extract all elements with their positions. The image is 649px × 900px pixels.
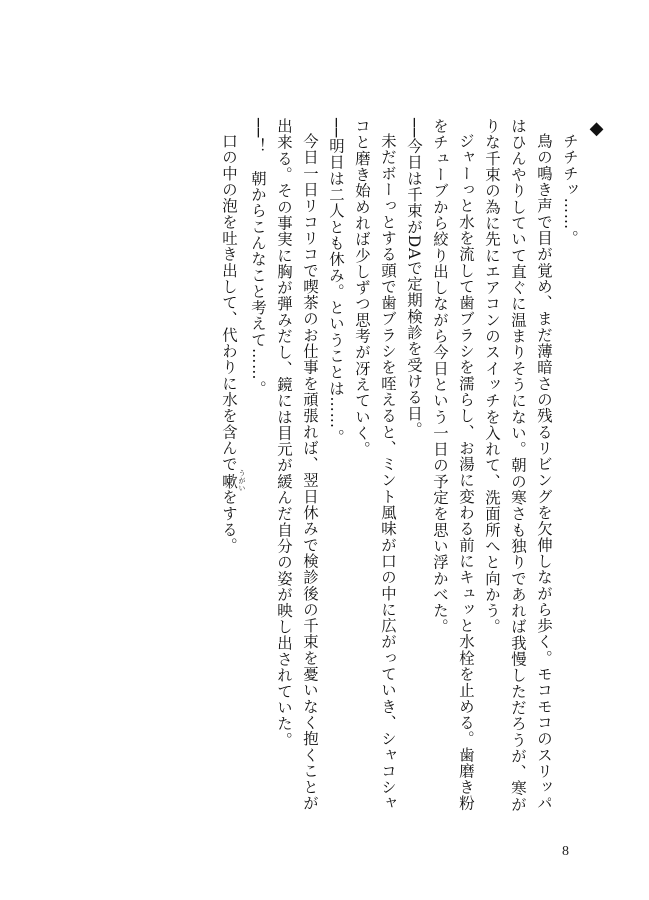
- text-line: をチューブから絞り出しながら今日という一日の予定を思い浮かべた。: [431, 118, 449, 635]
- text-segment: をする。: [220, 489, 238, 555]
- text-line-last: [216, 118, 245, 848]
- text-segment: 口の中の泡を吐き出して、代わりに水を含んで: [220, 133, 238, 473]
- text-line: 未だボーっとする頭で歯ブラシを咥えると、ミント風味が口の中に広がっていき、シャコシャ: [379, 133, 397, 812]
- text-line: ──！ 朝からこんなこと考えて……。: [249, 118, 267, 397]
- text-line: ──今日は千束がDAで定期検診を受ける日。: [405, 118, 423, 438]
- text-line: コと磨き始めれば少しずつ思考が冴えていく。: [353, 118, 371, 458]
- text-line: ──明日は二人とも休み。ということは……。: [327, 118, 345, 445]
- ruby-word: [220, 469, 245, 493]
- text-line: ジャーっと水を流して歯ブラシを濡らし、お湯に変わる前にキュッと水栓を止める。歯磨き粉: [457, 133, 475, 812]
- text-line: 今日一日リコリコで喫茶のお仕事を頑張れば、翌日休みで検診後の千束を憂いなく抱くことが: [301, 133, 319, 812]
- text-line: はひんやりしていて直ぐに温まりそうにない。朝の寒さも独りであれば我慢しただろうが、寒が: [509, 118, 527, 813]
- text-line: 鳥の鳴き声で目が覚め、まだ薄暗さの残るリビングを欠伸しながら歩く。モコモコのスリッパ: [535, 133, 553, 812]
- page-number: 8: [562, 844, 569, 859]
- text-line: チチチッ……。: [561, 133, 579, 247]
- body-text: [216, 118, 609, 848]
- text-line: 出来る。その事実に胸が弾みだし、鏡には目元が緩んだ自分の姿が映し出されていた。: [275, 118, 293, 748]
- text-line: りな千束の為に先にエアコンのスイッチを入れて、洗面所へと向かう。: [483, 118, 501, 635]
- scene-break-marker: ◆: [586, 118, 607, 140]
- ruby-reading: うがい: [237, 469, 245, 493]
- ruby-base: 嗽: [220, 469, 238, 493]
